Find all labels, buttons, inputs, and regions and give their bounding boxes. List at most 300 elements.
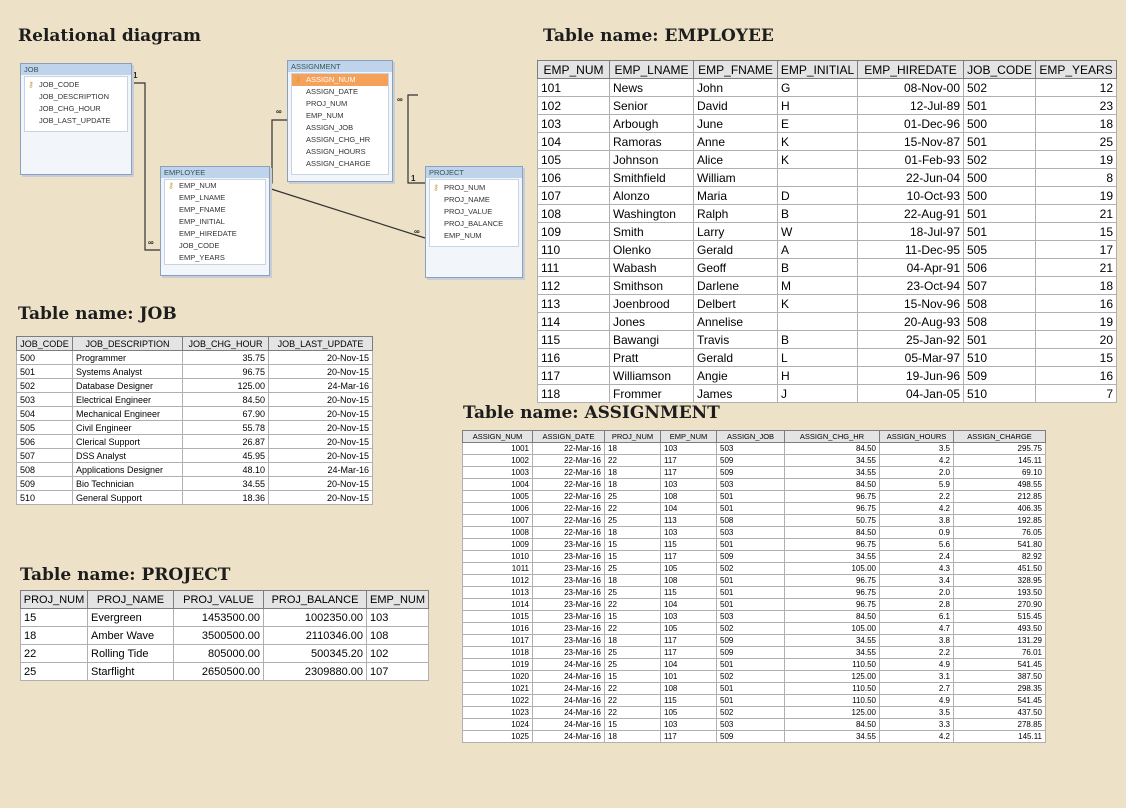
table-cell: 110.50 — [785, 683, 880, 695]
table-cell: 4.9 — [880, 659, 954, 671]
table-cell: 69.10 — [954, 467, 1046, 479]
table-row — [538, 313, 1117, 331]
table-row — [463, 587, 1046, 599]
assignment-heading: Table name: ASSIGNMENT — [463, 403, 720, 423]
table-cell: 493.50 — [954, 623, 1046, 635]
entity-field: PROJ_BALANCE — [444, 219, 504, 228]
table-cell: B — [778, 259, 858, 277]
table-cell: 117 — [661, 647, 717, 659]
table-cell: 23-Mar-16 — [533, 539, 605, 551]
table-cell: 84.50 — [785, 443, 880, 455]
table-cell: 55.78 — [183, 421, 269, 435]
table-cell: 24-Mar-16 — [533, 707, 605, 719]
table-cell: L — [778, 349, 858, 367]
table-cell: 505 — [964, 241, 1036, 259]
table-cell: 22 — [605, 623, 661, 635]
entity-field: ⚷ PROJ_NUM — [433, 183, 486, 192]
table-row — [463, 539, 1046, 551]
table-cell: 451.50 — [954, 563, 1046, 575]
table-cell: 18 — [605, 731, 661, 743]
entity-field: JOB_CODE — [179, 241, 220, 250]
table-row — [538, 367, 1117, 385]
table-cell: 1001 — [463, 443, 533, 455]
table-cell: Evergreen — [88, 609, 174, 627]
table-cell: 105.00 — [785, 623, 880, 635]
table-cell: 103 — [538, 115, 610, 133]
table-cell: Electrical Engineer — [73, 393, 183, 407]
table-cell: 96.75 — [785, 503, 880, 515]
table-row — [21, 663, 429, 681]
table-cell: 1020 — [463, 671, 533, 683]
table-cell: 502 — [964, 151, 1036, 169]
table-cell: 115 — [661, 587, 717, 599]
table-cell: 34.55 — [785, 731, 880, 743]
card-employee-many: ∞ — [148, 238, 154, 247]
table-cell: 24-Mar-16 — [533, 719, 605, 731]
table-cell: 109 — [538, 223, 610, 241]
table-cell: 2110346.00 — [264, 627, 367, 645]
column-header: ASSIGN_NUM — [463, 431, 533, 443]
table-cell: 15 — [1036, 349, 1117, 367]
table-cell: 115 — [661, 539, 717, 551]
entity-field: ⚷ JOB_CODE — [28, 80, 80, 89]
table-cell: 508 — [964, 313, 1036, 331]
table-cell: 01-Dec-96 — [858, 115, 964, 133]
table-row — [463, 695, 1046, 707]
employee-heading: Table name: EMPLOYEE — [543, 26, 774, 46]
table-cell: 501 — [964, 223, 1036, 241]
table-cell: 278.85 — [954, 719, 1046, 731]
table-cell: 1013 — [463, 587, 533, 599]
table-cell: 508 — [717, 515, 785, 527]
table-cell: Wabash — [610, 259, 694, 277]
table-cell: 1014 — [463, 599, 533, 611]
table-cell: 20-Nov-15 — [269, 365, 373, 379]
project-table — [20, 590, 429, 681]
table-cell: Programmer — [73, 351, 183, 365]
assignment-table — [462, 430, 1046, 743]
table-cell: 18-Jul-97 — [858, 223, 964, 241]
table-cell: 15 — [605, 539, 661, 551]
table-cell: 501 — [964, 331, 1036, 349]
table-cell: 08-Nov-00 — [858, 79, 964, 97]
entity-field: EMP_LNAME — [179, 193, 226, 202]
table-cell: 192.85 — [954, 515, 1046, 527]
table-cell: B — [778, 205, 858, 223]
table-row — [463, 563, 1046, 575]
table-cell: 22-Mar-16 — [533, 443, 605, 455]
table-row — [538, 295, 1117, 313]
table-cell: 22-Jun-04 — [858, 169, 964, 187]
table-cell: 84.50 — [183, 393, 269, 407]
table-cell: 508 — [964, 295, 1036, 313]
entity-field: PROJ_NAME — [444, 195, 490, 204]
entity-title: JOB — [21, 64, 131, 75]
table-row — [17, 365, 373, 379]
table-cell: 18 — [605, 575, 661, 587]
table-cell: Jones — [610, 313, 694, 331]
table-cell: 4.9 — [880, 695, 954, 707]
table-row — [463, 659, 1046, 671]
table-cell: 4.3 — [880, 563, 954, 575]
table-cell: 23-Mar-16 — [533, 587, 605, 599]
table-cell: 1017 — [463, 635, 533, 647]
table-cell: 502 — [717, 563, 785, 575]
table-cell: 125.00 — [183, 379, 269, 393]
table-cell: Joenbrood — [610, 295, 694, 313]
table-cell: 117 — [538, 367, 610, 385]
entity-title: PROJECT — [426, 167, 522, 178]
table-cell: 103 — [661, 719, 717, 731]
table-row — [463, 467, 1046, 479]
table-cell: 101 — [538, 79, 610, 97]
table-cell: 111 — [538, 259, 610, 277]
table-cell: 96.75 — [785, 575, 880, 587]
table-cell: Geoff — [694, 259, 778, 277]
table-cell: 96.75 — [785, 539, 880, 551]
entity-title: ASSIGNMENT — [288, 61, 392, 72]
table-cell: 3.8 — [880, 515, 954, 527]
table-cell: 3.5 — [880, 443, 954, 455]
table-cell: K — [778, 133, 858, 151]
table-cell: 117 — [661, 731, 717, 743]
table-cell: 25 — [605, 647, 661, 659]
table-cell: Bawangi — [610, 331, 694, 349]
table-cell: Systems Analyst — [73, 365, 183, 379]
table-cell: 295.75 — [954, 443, 1046, 455]
table-cell: H — [778, 97, 858, 115]
table-cell: 19 — [1036, 313, 1117, 331]
table-cell: 502 — [17, 379, 73, 393]
entity-title: EMPLOYEE — [161, 167, 269, 178]
table-row — [538, 187, 1117, 205]
table-cell: 125.00 — [785, 671, 880, 683]
table-cell: 34.55 — [785, 467, 880, 479]
table-cell: 505 — [17, 421, 73, 435]
entity-field: ASSIGN_HOURS — [306, 147, 366, 156]
table-cell: Alice — [694, 151, 778, 169]
table-cell: 5.9 — [880, 479, 954, 491]
employee-table — [537, 60, 1117, 403]
entity-field: JOB_CHG_HOUR — [39, 104, 101, 113]
project-entity — [425, 166, 523, 278]
table-cell: 510 — [17, 491, 73, 505]
table-cell: 1006 — [463, 503, 533, 515]
table-cell: 15 — [605, 719, 661, 731]
table-cell: 509 — [717, 635, 785, 647]
column-header: EMP_NUM — [367, 591, 429, 609]
entity-field: EMP_HIREDATE — [179, 229, 237, 238]
table-cell: 24-Mar-16 — [533, 731, 605, 743]
table-cell: 115 — [661, 695, 717, 707]
table-row — [17, 393, 373, 407]
column-header: ASSIGN_JOB — [717, 431, 785, 443]
table-cell: 84.50 — [785, 527, 880, 539]
table-row — [538, 349, 1117, 367]
table-cell: David — [694, 97, 778, 115]
table-cell: Database Designer — [73, 379, 183, 393]
table-cell: 108 — [538, 205, 610, 223]
table-cell: 23-Oct-94 — [858, 277, 964, 295]
table-cell: 22 — [605, 683, 661, 695]
table-cell: 541.45 — [954, 695, 1046, 707]
table-cell: 4.2 — [880, 503, 954, 515]
table-cell: 24-Mar-16 — [533, 683, 605, 695]
table-cell: 04-Jan-05 — [858, 385, 964, 403]
table-cell: 18 — [605, 467, 661, 479]
table-cell: 509 — [717, 467, 785, 479]
table-row — [17, 449, 373, 463]
table-row — [463, 623, 1046, 635]
column-header: ASSIGN_DATE — [533, 431, 605, 443]
table-row — [463, 731, 1046, 743]
table-cell: Larry — [694, 223, 778, 241]
table-cell: E — [778, 115, 858, 133]
table-row — [538, 151, 1117, 169]
table-cell: 15 — [21, 609, 88, 627]
table-cell: 501 — [717, 695, 785, 707]
entity-field: PROJ_NUM — [306, 99, 348, 108]
table-cell: 107 — [538, 187, 610, 205]
table-cell: Amber Wave — [88, 627, 174, 645]
table-cell: 117 — [661, 455, 717, 467]
table-cell: 103 — [661, 527, 717, 539]
table-cell: Civil Engineer — [73, 421, 183, 435]
column-header: EMP_NUM — [661, 431, 717, 443]
table-cell: 2.4 — [880, 551, 954, 563]
table-cell: 110 — [538, 241, 610, 259]
table-cell: 102 — [367, 645, 429, 663]
table-cell: Pratt — [610, 349, 694, 367]
table-cell: 1022 — [463, 695, 533, 707]
column-header: PROJ_VALUE — [174, 591, 264, 609]
table-cell: 503 — [717, 527, 785, 539]
table-cell: J — [778, 385, 858, 403]
table-cell: Darlene — [694, 277, 778, 295]
table-cell: 501 — [717, 503, 785, 515]
table-row — [21, 645, 429, 663]
table-cell: 20-Nov-15 — [269, 393, 373, 407]
job-table — [16, 336, 373, 505]
table-cell: 501 — [717, 659, 785, 671]
table-cell: 15-Nov-96 — [858, 295, 964, 313]
table-row — [17, 379, 373, 393]
entity-field: ⚷ EMP_NUM — [168, 181, 217, 190]
column-header: JOB_CODE — [964, 61, 1036, 79]
table-cell: 501 — [717, 587, 785, 599]
entity-field: EMP_FNAME — [179, 205, 226, 214]
table-cell: 34.55 — [785, 635, 880, 647]
table-cell: 2309880.00 — [264, 663, 367, 681]
table-cell: 118 — [538, 385, 610, 403]
table-cell: Gerald — [694, 241, 778, 259]
card-assignment-many-2: ∞ — [397, 95, 403, 104]
table-row — [17, 421, 373, 435]
table-cell: 22-Aug-91 — [858, 205, 964, 223]
table-cell: 20-Nov-15 — [269, 449, 373, 463]
table-cell: 1003 — [463, 467, 533, 479]
table-cell: 12-Jul-89 — [858, 97, 964, 115]
table-row — [538, 241, 1117, 259]
table-cell: 34.55 — [785, 647, 880, 659]
table-cell: 113 — [538, 295, 610, 313]
table-cell: 24-Mar-16 — [533, 671, 605, 683]
table-cell: 437.50 — [954, 707, 1046, 719]
table-cell: 131.29 — [954, 635, 1046, 647]
table-cell: 76.05 — [954, 527, 1046, 539]
table-cell: 19-Jun-96 — [858, 367, 964, 385]
table-cell: 22 — [605, 695, 661, 707]
table-row — [538, 79, 1117, 97]
table-cell: 3.4 — [880, 575, 954, 587]
table-cell: 108 — [661, 683, 717, 695]
table-cell: 18 — [605, 527, 661, 539]
table-row — [17, 463, 373, 477]
table-cell: 108 — [661, 491, 717, 503]
column-header: EMP_HIREDATE — [858, 61, 964, 79]
table-cell: 503 — [717, 443, 785, 455]
table-cell: 20-Nov-15 — [269, 351, 373, 365]
table-cell: 1007 — [463, 515, 533, 527]
table-cell: 106 — [538, 169, 610, 187]
table-cell: John — [694, 79, 778, 97]
table-cell: 20 — [1036, 331, 1117, 349]
table-cell: 103 — [661, 611, 717, 623]
table-cell: 1016 — [463, 623, 533, 635]
table-cell: 112 — [538, 277, 610, 295]
table-cell: 500 — [17, 351, 73, 365]
table-cell: 1012 — [463, 575, 533, 587]
key-icon: ⚷ — [295, 75, 301, 84]
card-project-many: ∞ — [414, 227, 420, 236]
table-cell: 21 — [1036, 205, 1117, 223]
table-cell: 1005 — [463, 491, 533, 503]
table-cell: Applications Designer — [73, 463, 183, 477]
table-cell: Travis — [694, 331, 778, 349]
table-cell: Clerical Support — [73, 435, 183, 449]
table-row — [463, 443, 1046, 455]
table-cell: 22 — [21, 645, 88, 663]
employee-project-line — [268, 188, 425, 238]
table-cell: 82.92 — [954, 551, 1046, 563]
table-cell: K — [778, 151, 858, 169]
entity-field: EMP_NUM — [306, 111, 344, 120]
table-cell: Mechanical Engineer — [73, 407, 183, 421]
table-row — [463, 575, 1046, 587]
table-row — [538, 259, 1117, 277]
key-icon: ⚷ — [433, 183, 439, 192]
table-cell: 4.2 — [880, 731, 954, 743]
table-cell: 48.10 — [183, 463, 269, 477]
table-cell: 509 — [717, 647, 785, 659]
table-cell: 270.90 — [954, 599, 1046, 611]
table-cell: 500 — [964, 187, 1036, 205]
table-cell: 25 — [21, 663, 88, 681]
table-cell: 102 — [538, 97, 610, 115]
table-cell: 387.50 — [954, 671, 1046, 683]
table-cell: 15 — [1036, 223, 1117, 241]
job-employee-line — [130, 83, 160, 250]
key-icon: ⚷ — [28, 80, 34, 89]
table-cell: 23-Mar-16 — [533, 563, 605, 575]
table-cell: 45.95 — [183, 449, 269, 463]
table-cell: 103 — [661, 479, 717, 491]
table-cell: 01-Feb-93 — [858, 151, 964, 169]
table-cell: 2.7 — [880, 683, 954, 695]
table-cell: 8 — [1036, 169, 1117, 187]
table-cell: 500 — [964, 169, 1036, 187]
table-cell: 114 — [538, 313, 610, 331]
table-cell: 1002 — [463, 455, 533, 467]
table-cell: 22-Mar-16 — [533, 491, 605, 503]
table-cell: 117 — [661, 551, 717, 563]
table-cell: Williamson — [610, 367, 694, 385]
table-cell: 23-Mar-16 — [533, 623, 605, 635]
table-cell: 22-Mar-16 — [533, 527, 605, 539]
table-cell: 2.2 — [880, 647, 954, 659]
table-cell: 502 — [964, 79, 1036, 97]
table-cell: 15 — [605, 671, 661, 683]
column-header: JOB_LAST_UPDATE — [269, 337, 373, 351]
column-header: PROJ_BALANCE — [264, 591, 367, 609]
table-cell: 18 — [1036, 115, 1117, 133]
table-cell: 24-Mar-16 — [269, 463, 373, 477]
table-cell: 34.55 — [785, 551, 880, 563]
table-cell: 23-Mar-16 — [533, 575, 605, 587]
table-cell: 541.45 — [954, 659, 1046, 671]
table-cell: 22-Mar-16 — [533, 503, 605, 515]
table-cell: B — [778, 331, 858, 349]
table-cell: 501 — [964, 205, 1036, 223]
table-cell: 16 — [1036, 295, 1117, 313]
table-cell: 1011 — [463, 563, 533, 575]
key-icon: ⚷ — [168, 181, 174, 190]
table-cell: Annelise — [694, 313, 778, 331]
table-cell: 22 — [605, 707, 661, 719]
table-cell: 3500500.00 — [174, 627, 264, 645]
table-cell: 18 — [605, 479, 661, 491]
table-cell: 23 — [1036, 97, 1117, 115]
table-cell: 507 — [964, 277, 1036, 295]
table-cell: 500 — [964, 115, 1036, 133]
table-cell: Olenko — [610, 241, 694, 259]
table-cell: 104 — [661, 503, 717, 515]
table-cell: 502 — [717, 707, 785, 719]
diagram-heading: Relational diagram — [18, 26, 202, 46]
table-cell: 115 — [538, 331, 610, 349]
table-cell: 16 — [1036, 367, 1117, 385]
column-header: EMP_FNAME — [694, 61, 778, 79]
table-cell: Washington — [610, 205, 694, 223]
table-cell: 15 — [605, 551, 661, 563]
table-cell: 1024 — [463, 719, 533, 731]
table-cell: 509 — [717, 455, 785, 467]
table-cell: 20-Nov-15 — [269, 407, 373, 421]
table-cell: 10-Oct-93 — [858, 187, 964, 205]
table-cell: James — [694, 385, 778, 403]
table-cell: 18 — [605, 443, 661, 455]
table-cell: 105 — [661, 707, 717, 719]
table-cell: 25 — [605, 587, 661, 599]
table-cell: W — [778, 223, 858, 241]
entity-field: ASSIGN_CHG_HR — [306, 135, 371, 144]
table-cell: 298.35 — [954, 683, 1046, 695]
table-cell: 96.75 — [183, 365, 269, 379]
table-cell: Smithfield — [610, 169, 694, 187]
table-cell: 1008 — [463, 527, 533, 539]
table-row — [538, 205, 1117, 223]
table-cell: Smith — [610, 223, 694, 241]
